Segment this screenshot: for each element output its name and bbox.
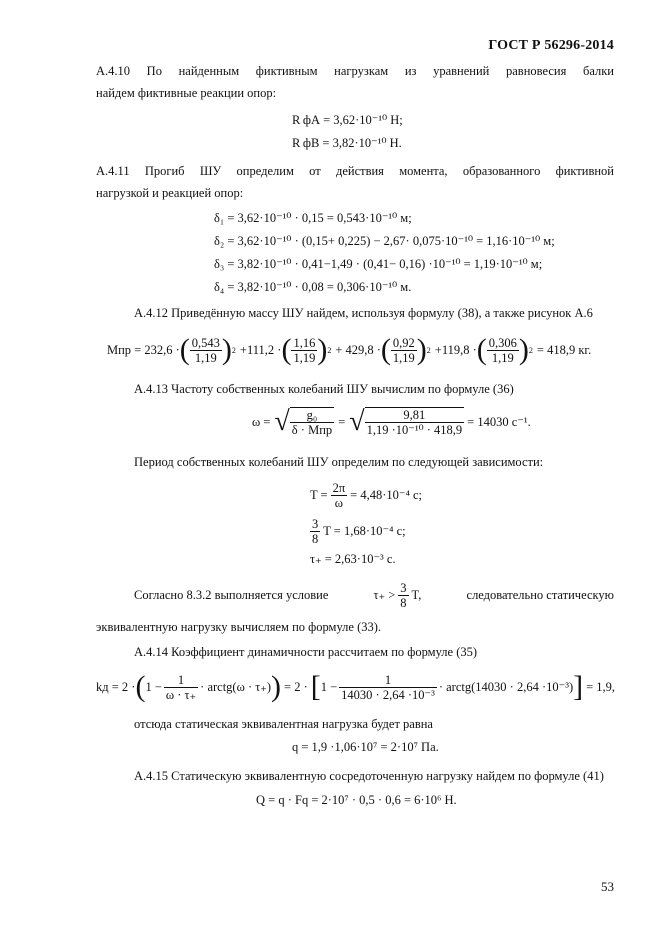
a415-text: А.4.15 Статическую эквивалентную сосредоточенную нагрузку найдем по формуле (41) xyxy=(134,769,604,783)
formula-period: T = $\frac{2\pi}{\omega}$ = 4,48·10⁻⁴ с; xyxy=(310,480,422,510)
formula-delta1: δ₁ = 3,62·10⁻¹⁰ · 0,15 = 0,543·10⁻¹⁰ м; xyxy=(214,211,412,225)
a413-text: А.4.13 Частоту собственных колебаний ШУ вычислим по формуле (36) xyxy=(134,382,514,396)
a411-line2: нагрузкой и реакцией опор: xyxy=(96,186,244,200)
condition-line: Согласно 8.3.2 выполняется условие τ₊ > $\frac{3}{8}$ T, следовательно статическую xyxy=(134,580,614,610)
mass-term-2: +111,2 · xyxy=(239,342,282,357)
standard-header: ГОСТ Р 56296-2014 xyxy=(488,38,614,53)
formula-period-38: $\frac{3}{8}$ T = 1,68·10⁻⁴ с; xyxy=(312,516,406,546)
a412-text: А.4.12 Приведённую массу ШУ найдем, используя формулу (38), а также рисунок А.6 xyxy=(134,306,593,320)
a410-line2: найдем фиктивные реакции опор: xyxy=(96,86,277,100)
a410-line1: А.4.10 По найденным фиктивным нагрузкам из уравнений равновесия балки xyxy=(96,64,614,78)
omega-frac-1: $\frac{\text{g₀}}{\text{δ · Mпр}}$ xyxy=(291,408,333,437)
omega-frac-2: $\frac{9,81}{\text{1,19 ·10⁻¹⁰ · 418,9}}$ xyxy=(366,408,463,437)
omega-result: = 14030 с⁻¹. xyxy=(467,415,531,429)
mass-lhs: Mпр = 232,6 · xyxy=(107,342,180,357)
formula-tau: τ₊ = 2,63·10⁻³ с. xyxy=(310,552,396,566)
mass-frac-1: $\frac{0,543}{1,19}$ xyxy=(191,335,220,365)
formula-delta4: δ₄ = 3,82·10⁻¹⁰ · 0,08 = 0,306·10⁻¹⁰ м. xyxy=(214,280,412,294)
kd-result: = 1,9, xyxy=(586,679,616,694)
then-text: отсюда статическая эквивалентная нагрузка будет равна xyxy=(134,717,433,731)
formula-rfa: R фА = 3,62·10⁻¹⁰ Н; xyxy=(292,113,403,127)
formula-rfb: R фВ = 3,82·10⁻¹⁰ Н. xyxy=(292,136,402,150)
condition-formula: τ₊ > $\frac{3}{8}$ T, xyxy=(373,580,422,610)
mass-frac-2: $\frac{1,16}{1,19}$ xyxy=(293,335,316,365)
formula-kd: kд = 2 · ( 1 − $\frac{1}{\omega \cdot \tau_+}$ · arctg(ω · τ₊) ) = 2 · [ 1 − $\frac{1}{\text{14030 · 2,64 ·10⁻³}}$ · arctg(14030 · 2,64 ·10⁻³) ] = 1,9, xyxy=(96,670,616,703)
formula-q: q = 1,9 ·1,06·10⁷ = 2·10⁷ Па. xyxy=(292,740,439,754)
a414-text: А.4.14 Коэффициент динамичности рассчитаем по формуле (35) xyxy=(134,645,478,659)
formula-Q: Q = q · Fq = 2·10⁷ · 0,5 · 0,6 = 6·10⁶ Н. xyxy=(256,793,457,807)
period-text: Период собственных колебаний ШУ определим по следующей зависимости: xyxy=(134,455,544,469)
formula-delta3: δ₃ = 3,82·10⁻¹⁰ · 0,41−1,49 · (0,41− 0,16) ·10⁻¹⁰ = 1,19·10⁻¹⁰ м; xyxy=(214,257,543,271)
formula-mass: Mпр = 232,6 · ( $\frac{0,543}{1,19}$ ) 2 +111,2 · ( $\frac{1,16}{1,19}$ ) 2 + 429,8 · ( $\frac{0,92}{1,19}$ ) 2 +119,8 · ( $\frac{0,306}{1,19}$ ) 2 = 418,9 кг. xyxy=(107,333,592,366)
cond-line2: эквивалентную нагрузку вычисляем по формуле (33). xyxy=(96,620,382,634)
a411-line1: А.4.11 Прогиб ШУ определим от действия момента, образованного фиктивной xyxy=(96,164,614,178)
mass-frac-3: $\frac{0,92}{1,19}$ xyxy=(392,335,415,365)
mass-term-3: + 429,8 · xyxy=(335,342,381,357)
formula-omega: ω = √ $\frac{\text{g₀}}{\text{δ · Mпр}}$ = √ $\frac{9,81}{\text{1,19 ·10⁻¹⁰ · 418,9}}$ = 14030 с⁻¹. xyxy=(252,406,531,437)
mass-result: = 418,9 кг. xyxy=(536,342,592,357)
page-number: 53 xyxy=(601,879,614,894)
mass-term-4: +119,8 · xyxy=(434,342,477,357)
mass-frac-4: $\frac{0,306}{1,19}$ xyxy=(488,335,517,365)
formula-delta2: δ₂ = 3,62·10⁻¹⁰ · (0,15+ 0,225) − 2,67· 0,075·10⁻¹⁰ = 1,16·10⁻¹⁰ м; xyxy=(214,234,555,248)
